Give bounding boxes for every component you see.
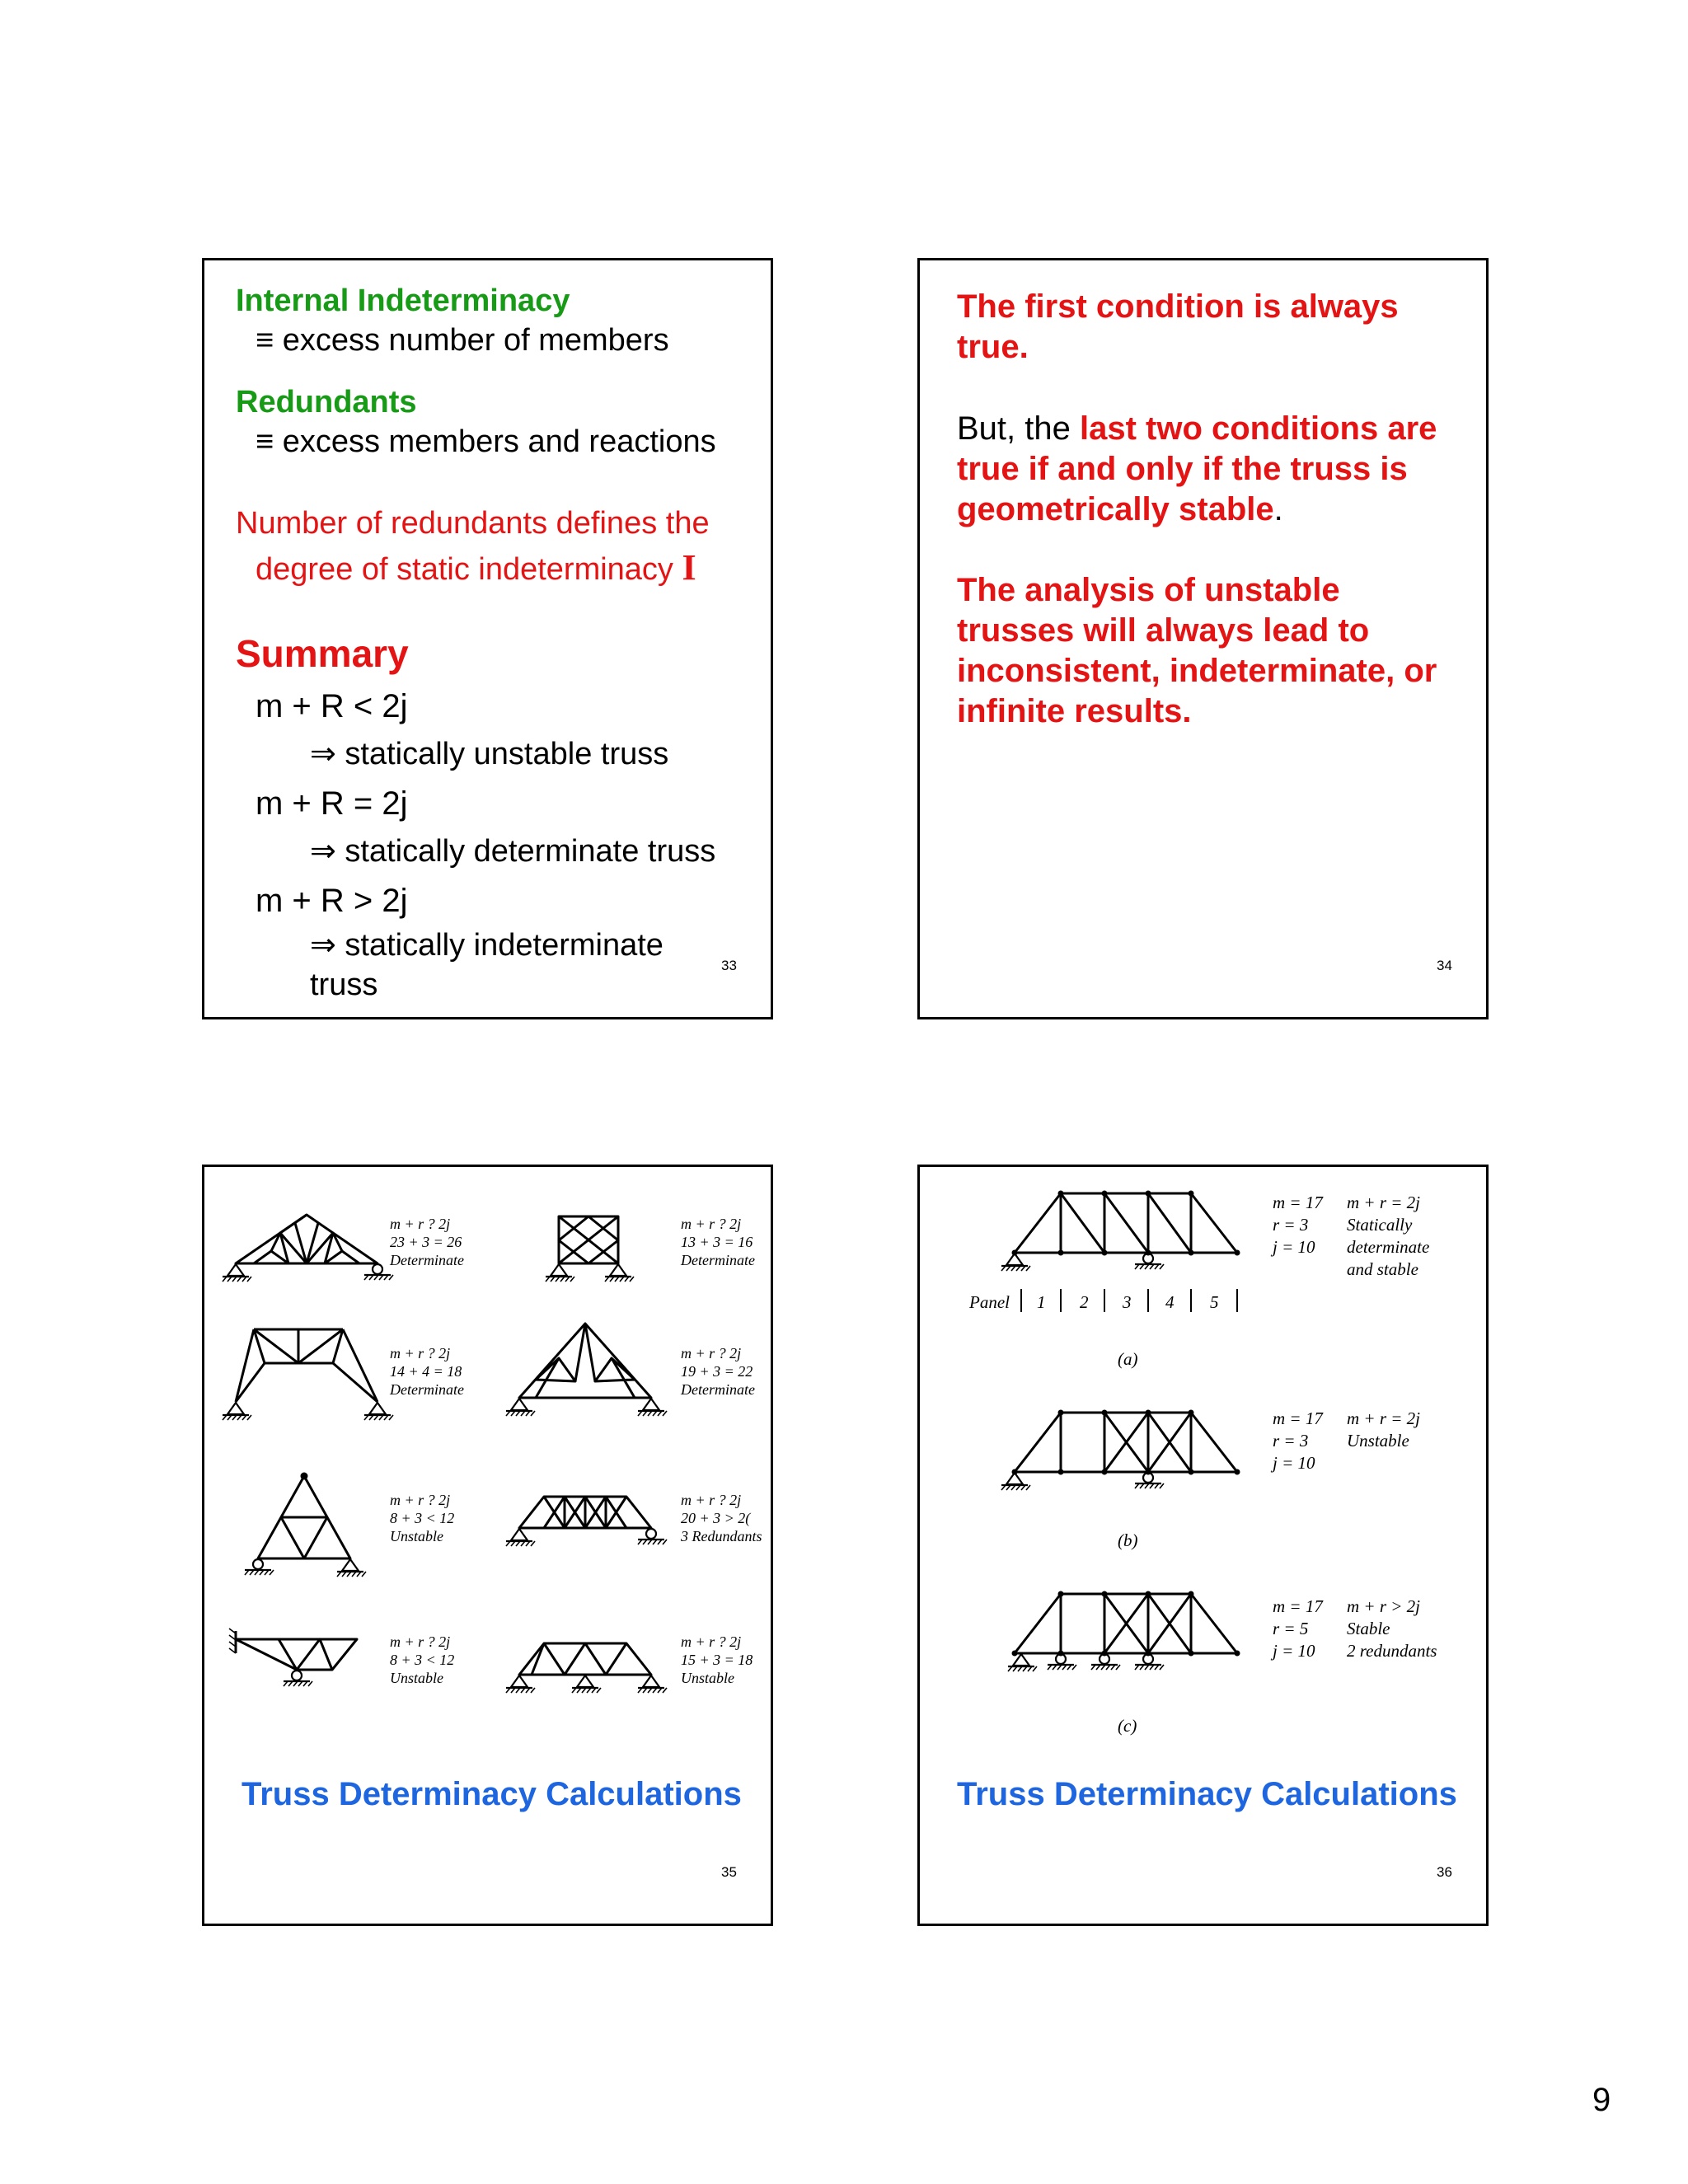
- condition-2: m + R = 2j: [256, 785, 408, 822]
- c-label: (c): [1118, 1716, 1137, 1736]
- fig6-line3: 3 Redundants: [681, 1528, 762, 1544]
- slide-36: [917, 1165, 1489, 1926]
- slide-33: [202, 258, 773, 1019]
- fig7-line1: m + r ? 2j: [390, 1633, 451, 1650]
- slide35-caption: Truss Determinacy Calculations: [241, 1776, 742, 1812]
- truss-figure-2: [546, 1216, 634, 1282]
- fig1-line3: Determinate: [390, 1252, 464, 1268]
- c-c1: m + r > 2j: [1347, 1596, 1421, 1616]
- redundants-defines-line2: [256, 549, 696, 588]
- a-c4: and stable: [1347, 1259, 1418, 1279]
- c-c3: 2 redundants: [1347, 1641, 1437, 1661]
- summary-title: Summary: [236, 632, 409, 675]
- panel-1: 1: [1037, 1292, 1046, 1312]
- truss-figure-8: [506, 1643, 667, 1693]
- fig8-line3: Unstable: [681, 1670, 734, 1686]
- redundants-defines-line1: Number of redundants defines the: [236, 506, 710, 541]
- fig7-line2: 8 + 3 < 12: [390, 1652, 455, 1668]
- b-r: r = 3: [1273, 1431, 1309, 1451]
- redundants-desc: ≡ excess members and reactions: [256, 424, 716, 459]
- stability-prefix: But, the: [957, 410, 1080, 447]
- unstable-line3: inconsistent, indeterminate, or: [957, 653, 1437, 689]
- truss-c: [1008, 1591, 1240, 1672]
- slide-35: [202, 1165, 773, 1926]
- result-3-cont: truss: [310, 968, 378, 1002]
- stability-emph-end: geometrically stable: [957, 491, 1274, 527]
- c-r: r = 5: [1273, 1619, 1309, 1638]
- condition-1: m + R < 2j: [256, 688, 408, 724]
- first-condition-line2: true.: [957, 329, 1029, 365]
- slide-34: [917, 258, 1489, 1019]
- a-c1: m + r = 2j: [1347, 1193, 1421, 1212]
- result-2: ⇒ statically determinate truss: [310, 834, 716, 869]
- truss-figure-5: [245, 1474, 366, 1577]
- fig4-line3: Determinate: [681, 1381, 755, 1398]
- result-1: ⇒ statically unstable truss: [310, 737, 669, 771]
- b-c2: Unstable: [1347, 1431, 1409, 1451]
- fig5-line2: 8 + 3 < 12: [390, 1510, 455, 1526]
- a-label: (a): [1118, 1349, 1138, 1369]
- panel-label: Panel: [969, 1292, 1010, 1312]
- a-c3: determinate: [1347, 1237, 1430, 1257]
- fig8-line2: 15 + 3 = 18: [681, 1652, 753, 1668]
- condition-3: m + R > 2j: [256, 883, 408, 919]
- b-label: (b): [1118, 1530, 1138, 1550]
- slide36-caption: Truss Determinacy Calculations: [957, 1776, 1457, 1812]
- panel-5: 5: [1210, 1292, 1219, 1312]
- stability-dot: .: [1273, 491, 1283, 527]
- a-r: r = 3: [1273, 1215, 1309, 1235]
- fig4-line2: 19 + 3 = 22: [681, 1363, 753, 1380]
- result-3: ⇒ statically indeterminate: [310, 928, 663, 963]
- slide-number: 34: [1437, 958, 1452, 973]
- truss-figure-4: [506, 1324, 667, 1416]
- fig1-line2: 23 + 3 = 26: [390, 1234, 462, 1250]
- redundants-title: Redundants: [236, 385, 417, 419]
- c-j: j = 10: [1273, 1641, 1315, 1661]
- panel-4: 4: [1165, 1292, 1175, 1312]
- fig1-line1: m + r ? 2j: [390, 1216, 451, 1232]
- fig5-line1: m + r ? 2j: [390, 1492, 451, 1508]
- fig2-line2: 13 + 3 = 16: [681, 1234, 753, 1250]
- c-c2: Stable: [1347, 1619, 1390, 1638]
- slide-number: 35: [721, 1864, 737, 1880]
- unstable-line1: The analysis of unstable: [957, 572, 1340, 608]
- a-c2: Statically: [1347, 1215, 1413, 1235]
- fig2-line3: Determinate: [681, 1252, 755, 1268]
- fig4-line1: m + r ? 2j: [681, 1345, 742, 1361]
- indeterminacy-symbol: I: [682, 547, 696, 588]
- truss-figure-3: [223, 1329, 393, 1420]
- panel-2: 2: [1080, 1292, 1089, 1312]
- fig3-line1: m + r ? 2j: [390, 1345, 451, 1361]
- panel-3: 3: [1123, 1292, 1132, 1312]
- slide-number: 33: [721, 958, 737, 973]
- truss-figure-6: [506, 1497, 667, 1546]
- truss-figure-7: [229, 1629, 357, 1686]
- fig6-line2: 20 + 3 > 2(: [681, 1510, 751, 1526]
- fig8-line1: m + r ? 2j: [681, 1633, 742, 1650]
- b-m: m = 17: [1273, 1408, 1323, 1428]
- stability-emph: last two conditions are: [1079, 410, 1437, 447]
- defines-text: degree of static indeterminacy: [256, 552, 673, 587]
- unstable-line2: trusses will always lead to: [957, 612, 1370, 649]
- slide-number: 36: [1437, 1864, 1452, 1880]
- fig6-line1: m + r ? 2j: [681, 1492, 742, 1508]
- first-condition-line1: The first condition is always: [957, 288, 1399, 325]
- internal-indeterminacy-desc: ≡ excess number of members: [256, 323, 669, 358]
- fig5-line3: Unstable: [390, 1528, 443, 1544]
- c-m: m = 17: [1273, 1596, 1323, 1616]
- truss-figure-1: [223, 1215, 393, 1282]
- internal-indeterminacy-title: Internal Indeterminacy: [236, 284, 570, 318]
- page-number: 9: [1592, 2082, 1611, 2118]
- fig3-line2: 14 + 4 = 18: [390, 1363, 462, 1380]
- a-j: j = 10: [1273, 1237, 1315, 1257]
- a-m: m = 17: [1273, 1193, 1323, 1212]
- fig2-line1: m + r ? 2j: [681, 1216, 742, 1232]
- fig7-line3: Unstable: [390, 1670, 443, 1686]
- stability-line2: true if and only if the truss is: [957, 451, 1408, 487]
- unstable-line4: infinite results.: [957, 693, 1192, 729]
- stability-line3: [957, 490, 1283, 529]
- truss-b: [1001, 1410, 1240, 1491]
- fig3-line3: Determinate: [390, 1381, 464, 1398]
- b-c1: m + r = 2j: [1347, 1408, 1421, 1428]
- b-j: j = 10: [1273, 1453, 1315, 1473]
- stability-line1: [957, 409, 1437, 448]
